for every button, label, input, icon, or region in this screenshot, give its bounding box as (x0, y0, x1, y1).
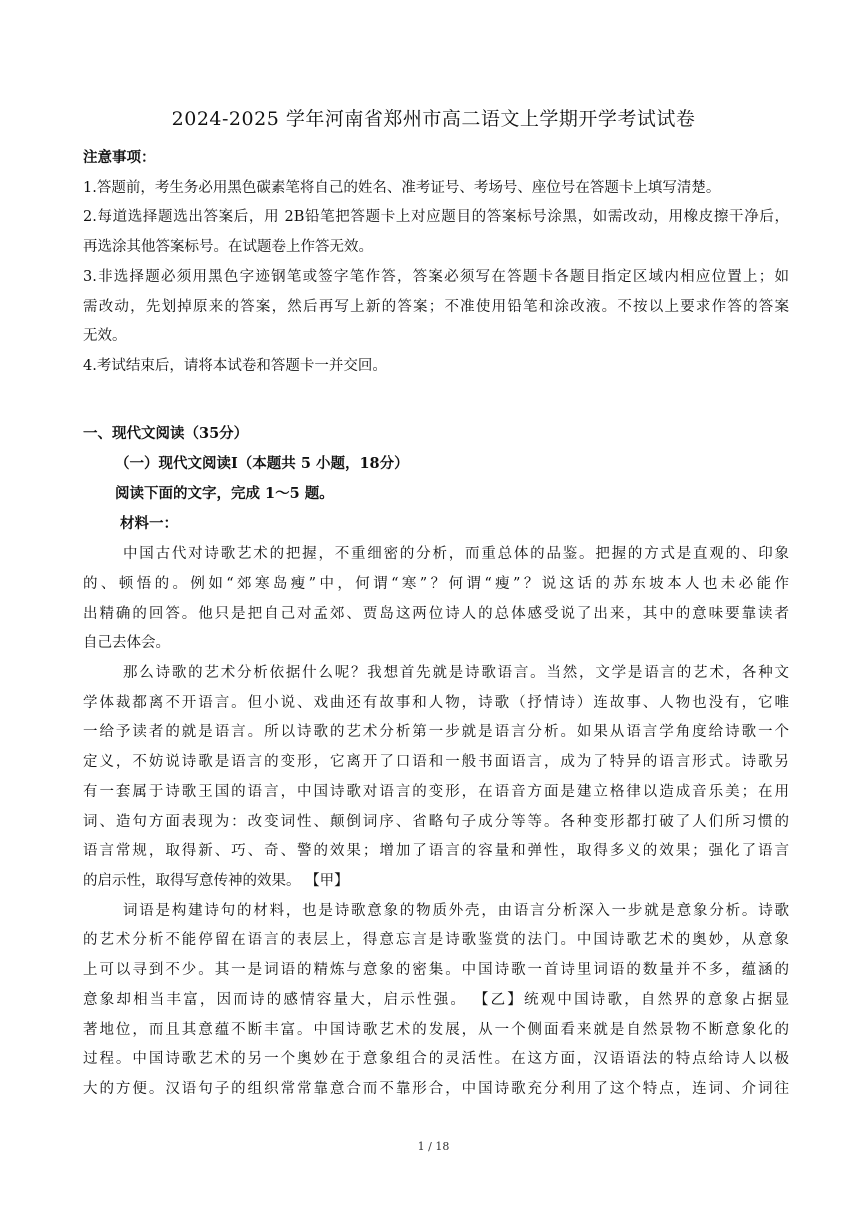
body-line: 词、造句方面表现为：改变词性、颠倒词序、省略句子成分等等。各种变形都打破了人们所习惯的 (83, 814, 789, 830)
body-line: 自己去体会。 (83, 635, 170, 651)
page-number: 1 / 18 (417, 1140, 450, 1153)
body-line: 定义，不妨说诗歌是语言的变形，它离开了口语和一般书面语言，成为了特异的语言形式。诗歌另 (83, 754, 789, 770)
body-line: 大的方便。汉语句子的组织常常靠意合而不靠形合，中国诗歌充分利用了这个特点，连词、介词往 (83, 1081, 789, 1097)
notice-item: 2.每道选择题选出答案后，用 2B铅笔把答题卡上对应题目的答案标号涂黑，如需改动，用橡皮擦干净后， (83, 209, 789, 225)
body-line: 那么诗歌的艺术分析依据什么呢？我想首先就是诗歌语言。当然，文学是语言的艺术，各种文 (123, 665, 789, 681)
reading-instruction: 阅读下面的文字，完成 1～5 题。 (115, 485, 334, 502)
body-line: 的、顿悟的。例如“郊寒岛瘦”中，何谓“寒”？何谓“瘦”？说这话的苏东坡本人也未必能作 (83, 576, 789, 592)
notice-item: 1.答题前，考生务必用黑色碳素笔将自己的姓名、准考证号、考场号、座位号在答题卡上填写清楚。 (83, 180, 721, 196)
notice-item: 再选涂其他答案标号。在试题卷上作答无效。 (83, 239, 373, 255)
body-line: 学体裁都离不开语言。但小说、戏曲还有故事和人物，诗歌（抒情诗）连故事、人物也没有，它唯 (83, 695, 789, 711)
body-line: 的启示性，取得写意传神的效果。 【甲】 (83, 873, 349, 889)
body-line: 有一套属于诗歌王国的语言，中国诗歌对语言的变形，在语音方面是建立格律以造成音乐美；在用 (83, 784, 789, 800)
sub-section-heading: （一）现代文阅读Ⅰ（本题共 5 小题，18分） (115, 455, 409, 472)
body-line: 的艺术分析不能停留在语言的表层上，得意忘言是诗歌鉴赏的法门。中国诗歌艺术的奥妙，从意象 (83, 932, 789, 948)
body-line: 过程。中国诗歌艺术的另一个奥妙在于意象组合的灵活性。在这方面，汉语语法的特点给诗人以极 (83, 1051, 789, 1067)
notice-heading: 注意事项： (83, 149, 156, 166)
material-label: 材料一： (120, 515, 178, 532)
body-line: 著地位，而且其意蕴不断丰富。中国诗歌艺术的发展，从一个侧面看来就是自然景物不断意象化的 (83, 1022, 789, 1038)
body-line: 出精确的回答。他只是把自己对孟郊、贾岛这两位诗人的总体感受说了出来，其中的意味要靠读者 (83, 606, 789, 622)
notice-item: 3.非选择题必须用黑色字迹钢笔或签字笔作答，答案必须写在答题卡各题目指定区域内相应位置上；如 (83, 269, 789, 285)
body-line: 上可以寻到不少。其一是词语的精炼与意象的密集。中国诗歌一首诗里词语的数量并不多，蕴涵的 (83, 962, 789, 978)
body-line: 语言常规，取得新、巧、奇、警的效果；增加了语言的容量和弹性，取得多义的效果；强化了语言 (83, 843, 789, 859)
body-line: 一给予读者的就是语言。所以诗歌的艺术分析第一步就是语言分析。如果从语言学角度给诗歌一个 (83, 724, 789, 740)
notice-item: 4.考试结束后，请将本试卷和答题卡一并交回。 (83, 358, 387, 374)
section-heading: 一、现代文阅读（35分） (83, 425, 249, 442)
body-line: 中国古代对诗歌艺术的把握，不重细密的分析，而重总体的品鉴。把握的方式是直观的、印象 (123, 546, 789, 562)
page-title: 2024-2025 学年河南省郑州市高二语文上学期开学考试试卷 (171, 108, 696, 130)
notice-item: 无效。 (83, 328, 127, 344)
body-line: 意象却相当丰富，因而诗的感情容量大，启示性强。 【乙】统观中国诗歌，自然界的意象占据显 (83, 992, 789, 1008)
body-line: 词语是构建诗句的材料，也是诗歌意象的物质外壳，由语言分析深入一步就是意象分析。诗歌 (123, 903, 789, 919)
notice-item: 需改动，先划掉原来的答案，然后再写上新的答案；不准使用铅笔和涂改液。不按以上要求作答的答案 (83, 299, 789, 315)
